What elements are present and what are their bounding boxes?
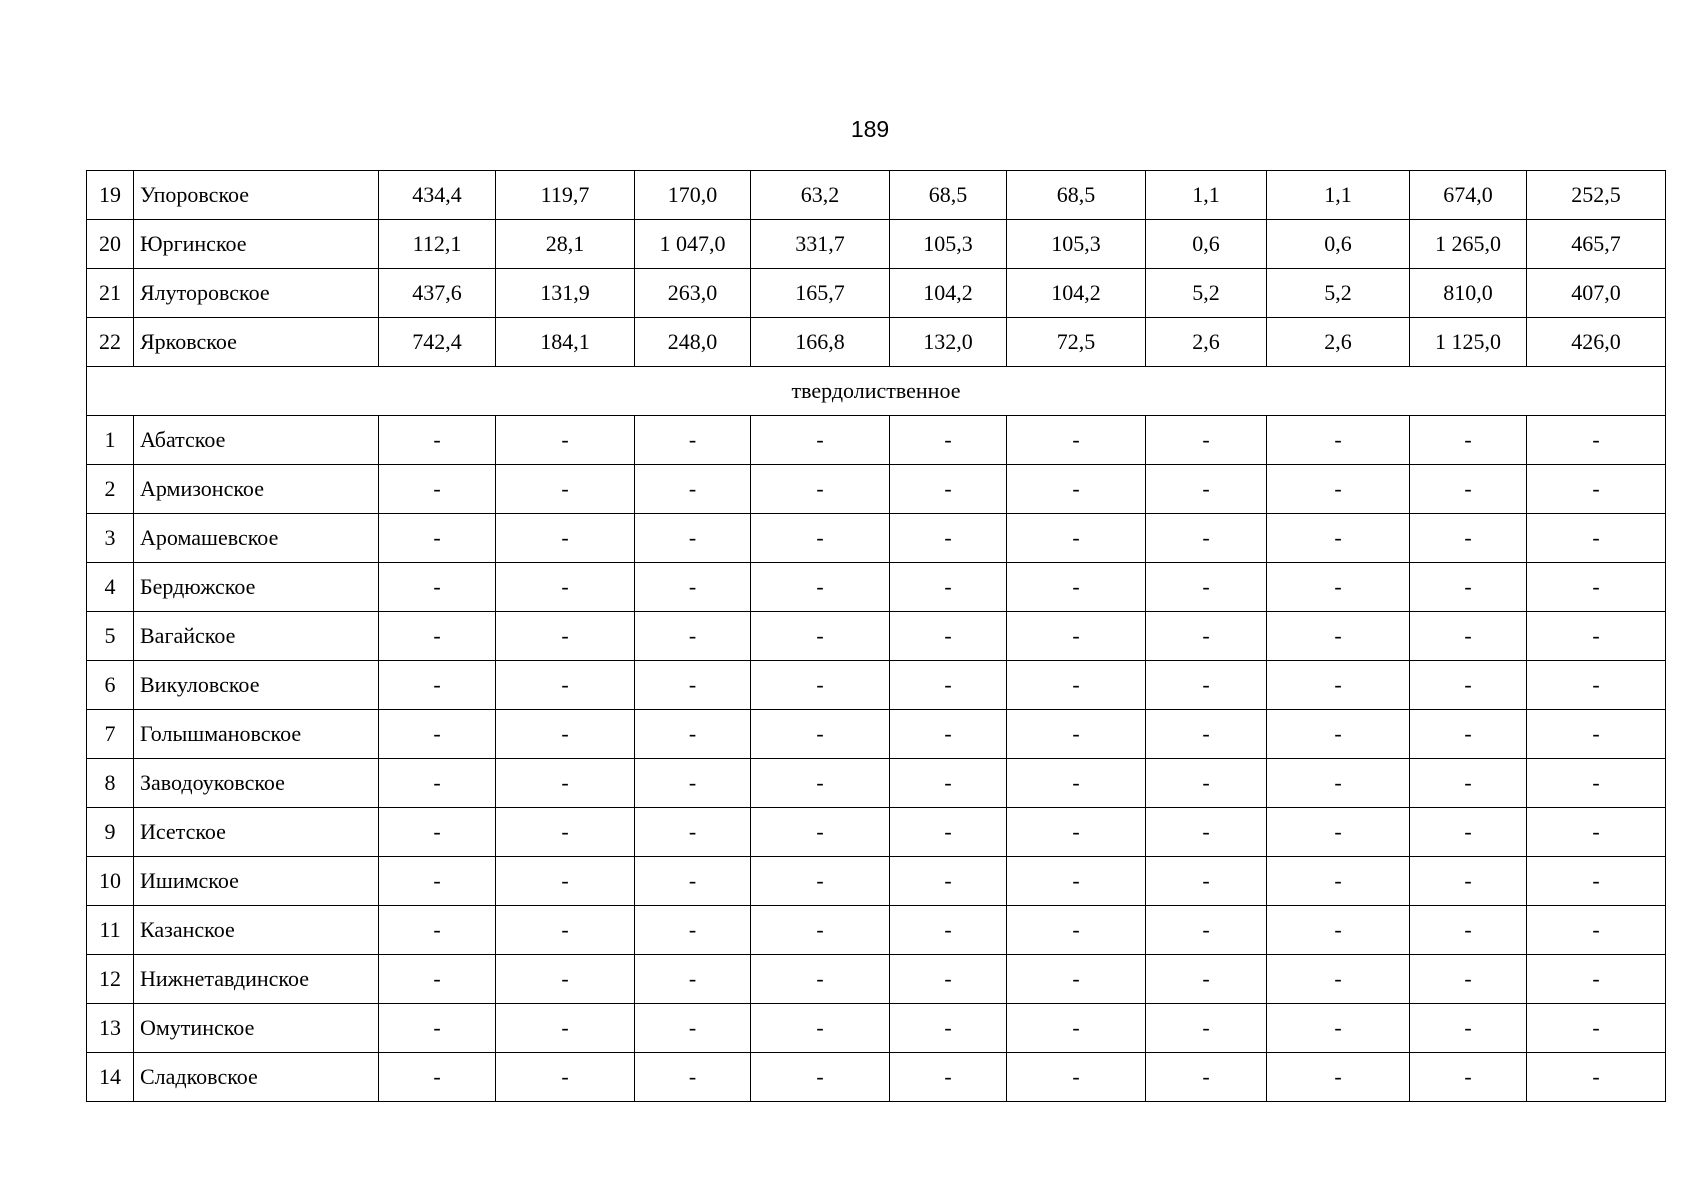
district-name: Армизонское bbox=[134, 465, 379, 514]
table-cell: - bbox=[751, 563, 890, 612]
table-cell: 166,8 bbox=[751, 318, 890, 367]
table-cell: 131,9 bbox=[496, 269, 635, 318]
table-row bbox=[87, 220, 1666, 269]
section-row bbox=[87, 367, 1666, 416]
table-cell: 184,1 bbox=[496, 318, 635, 367]
table-cell: - bbox=[379, 955, 496, 1004]
table-row bbox=[87, 906, 1666, 955]
table-cell: 2,6 bbox=[1146, 318, 1267, 367]
table-cell: - bbox=[1527, 857, 1666, 906]
table-cell: - bbox=[751, 1053, 890, 1102]
table-cell: - bbox=[1007, 514, 1146, 563]
table-row bbox=[87, 1004, 1666, 1053]
table-cell: - bbox=[1146, 955, 1267, 1004]
table-cell: - bbox=[751, 416, 890, 465]
table-cell: - bbox=[1267, 612, 1410, 661]
table-cell: - bbox=[1527, 563, 1666, 612]
table-cell: 252,5 bbox=[1527, 171, 1666, 220]
table-cell: 465,7 bbox=[1527, 220, 1666, 269]
table-cell: - bbox=[751, 955, 890, 1004]
table-cell: - bbox=[1146, 661, 1267, 710]
table-row bbox=[87, 1053, 1666, 1102]
row-number: 10 bbox=[87, 857, 134, 906]
table-cell: - bbox=[1007, 906, 1146, 955]
table-cell: 331,7 bbox=[751, 220, 890, 269]
table-cell: - bbox=[751, 612, 890, 661]
table-cell: - bbox=[379, 710, 496, 759]
table-cell: - bbox=[1527, 612, 1666, 661]
row-number: 13 bbox=[87, 1004, 134, 1053]
table-cell: - bbox=[1410, 906, 1527, 955]
table-cell: - bbox=[1410, 710, 1527, 759]
table-cell: 1,1 bbox=[1146, 171, 1267, 220]
table-cell: - bbox=[890, 465, 1007, 514]
table-cell: 112,1 bbox=[379, 220, 496, 269]
table-cell: - bbox=[1267, 759, 1410, 808]
table-cell: 1 125,0 bbox=[1410, 318, 1527, 367]
table-cell: 674,0 bbox=[1410, 171, 1527, 220]
table-cell: - bbox=[379, 808, 496, 857]
table-cell: 426,0 bbox=[1527, 318, 1666, 367]
table-cell: - bbox=[890, 857, 1007, 906]
row-number: 3 bbox=[87, 514, 134, 563]
table-cell: - bbox=[751, 465, 890, 514]
table-cell: - bbox=[379, 1004, 496, 1053]
table-cell: - bbox=[1410, 416, 1527, 465]
table-cell: - bbox=[1007, 955, 1146, 1004]
table-cell: 248,0 bbox=[635, 318, 751, 367]
table-cell: - bbox=[496, 563, 635, 612]
table-cell: - bbox=[1410, 563, 1527, 612]
district-name: Казанское bbox=[134, 906, 379, 955]
table-cell: 63,2 bbox=[751, 171, 890, 220]
table-cell: 5,2 bbox=[1267, 269, 1410, 318]
table-cell: - bbox=[890, 1053, 1007, 1102]
table-cell: 1 047,0 bbox=[635, 220, 751, 269]
table-cell: - bbox=[890, 514, 1007, 563]
table-cell: - bbox=[379, 857, 496, 906]
table-cell: - bbox=[496, 955, 635, 1004]
table-cell: - bbox=[496, 612, 635, 661]
table-cell: - bbox=[496, 906, 635, 955]
table-cell: - bbox=[635, 906, 751, 955]
district-name: Бердюжское bbox=[134, 563, 379, 612]
table-cell: - bbox=[1527, 1004, 1666, 1053]
table-cell: - bbox=[1146, 759, 1267, 808]
table-cell: - bbox=[635, 857, 751, 906]
table-row bbox=[87, 269, 1666, 318]
table-cell: - bbox=[496, 1004, 635, 1053]
table-cell: - bbox=[1267, 563, 1410, 612]
table-cell: - bbox=[1007, 416, 1146, 465]
row-number: 22 bbox=[87, 318, 134, 367]
table-row bbox=[87, 514, 1666, 563]
table-cell: - bbox=[1146, 465, 1267, 514]
table-cell: - bbox=[1410, 1053, 1527, 1102]
table-row bbox=[87, 416, 1666, 465]
table-cell: - bbox=[1267, 808, 1410, 857]
table-cell: 68,5 bbox=[890, 171, 1007, 220]
table-cell: - bbox=[635, 563, 751, 612]
table-cell: - bbox=[1410, 465, 1527, 514]
table-cell: - bbox=[496, 710, 635, 759]
table-cell: 68,5 bbox=[1007, 171, 1146, 220]
table-cell: - bbox=[635, 661, 751, 710]
table-cell: 28,1 bbox=[496, 220, 635, 269]
table-cell: - bbox=[751, 661, 890, 710]
table-cell: - bbox=[496, 1053, 635, 1102]
row-number: 12 bbox=[87, 955, 134, 1004]
table-cell: - bbox=[379, 906, 496, 955]
table-cell: - bbox=[496, 514, 635, 563]
table-row bbox=[87, 857, 1666, 906]
table-cell: - bbox=[1007, 808, 1146, 857]
table-cell: - bbox=[1146, 808, 1267, 857]
table-cell: - bbox=[1146, 416, 1267, 465]
table-cell: - bbox=[1146, 710, 1267, 759]
table-cell: - bbox=[635, 759, 751, 808]
table-row bbox=[87, 955, 1666, 1004]
district-name: Голышмановское bbox=[134, 710, 379, 759]
table-cell: - bbox=[751, 906, 890, 955]
table-cell: - bbox=[1410, 759, 1527, 808]
table-cell: - bbox=[1527, 710, 1666, 759]
table-cell: 0,6 bbox=[1146, 220, 1267, 269]
table-cell: - bbox=[496, 808, 635, 857]
table-cell: - bbox=[1527, 808, 1666, 857]
table-cell: - bbox=[635, 416, 751, 465]
table-cell: - bbox=[890, 661, 1007, 710]
table-cell: 104,2 bbox=[890, 269, 1007, 318]
forestry-table bbox=[86, 170, 1666, 1102]
table-cell: 132,0 bbox=[890, 318, 1007, 367]
table-cell: - bbox=[635, 710, 751, 759]
table-cell: - bbox=[1527, 514, 1666, 563]
table-cell: - bbox=[1007, 759, 1146, 808]
table-cell: 165,7 bbox=[751, 269, 890, 318]
table-cell: - bbox=[1410, 612, 1527, 661]
table-cell: - bbox=[1007, 710, 1146, 759]
table-row bbox=[87, 808, 1666, 857]
row-number: 2 bbox=[87, 465, 134, 514]
district-name: Абатское bbox=[134, 416, 379, 465]
row-number: 5 bbox=[87, 612, 134, 661]
table-row bbox=[87, 318, 1666, 367]
district-name: Упоровское bbox=[134, 171, 379, 220]
table-cell: - bbox=[1267, 416, 1410, 465]
table-cell: 0,6 bbox=[1267, 220, 1410, 269]
table-body bbox=[87, 171, 1666, 1102]
table-cell: - bbox=[496, 661, 635, 710]
table-row bbox=[87, 563, 1666, 612]
table-cell: - bbox=[890, 906, 1007, 955]
table-row bbox=[87, 465, 1666, 514]
table-cell: - bbox=[1007, 1004, 1146, 1053]
table-cell: - bbox=[1527, 1053, 1666, 1102]
table-cell: - bbox=[379, 759, 496, 808]
table-cell: - bbox=[890, 955, 1007, 1004]
table-cell: - bbox=[1146, 857, 1267, 906]
table-cell: - bbox=[1267, 661, 1410, 710]
row-number: 9 bbox=[87, 808, 134, 857]
district-name: Вагайское bbox=[134, 612, 379, 661]
table-cell: 1 265,0 bbox=[1410, 220, 1527, 269]
table-cell: - bbox=[1267, 514, 1410, 563]
table-cell: - bbox=[379, 563, 496, 612]
table-cell: - bbox=[1527, 465, 1666, 514]
district-name: Юргинское bbox=[134, 220, 379, 269]
table-cell: - bbox=[1007, 563, 1146, 612]
table-cell: - bbox=[1007, 612, 1146, 661]
table-cell: - bbox=[1527, 661, 1666, 710]
table-row bbox=[87, 661, 1666, 710]
district-name: Ишимское bbox=[134, 857, 379, 906]
table-cell: - bbox=[635, 808, 751, 857]
table-cell: - bbox=[496, 759, 635, 808]
table-row bbox=[87, 710, 1666, 759]
table-cell: - bbox=[635, 1004, 751, 1053]
table-cell: - bbox=[379, 612, 496, 661]
table-cell: - bbox=[1146, 1053, 1267, 1102]
table-cell: - bbox=[751, 514, 890, 563]
row-number: 20 bbox=[87, 220, 134, 269]
table-cell: - bbox=[1527, 759, 1666, 808]
table-row bbox=[87, 171, 1666, 220]
table-cell: - bbox=[379, 514, 496, 563]
table-row bbox=[87, 759, 1666, 808]
table-cell: 119,7 bbox=[496, 171, 635, 220]
row-number: 6 bbox=[87, 661, 134, 710]
table-cell: - bbox=[1146, 1004, 1267, 1053]
table-cell: - bbox=[379, 465, 496, 514]
district-name: Исетское bbox=[134, 808, 379, 857]
row-number: 8 bbox=[87, 759, 134, 808]
table-cell: - bbox=[379, 1053, 496, 1102]
table-cell: 437,6 bbox=[379, 269, 496, 318]
table-cell: 742,4 bbox=[379, 318, 496, 367]
district-name: Нижнетавдинское bbox=[134, 955, 379, 1004]
row-number: 11 bbox=[87, 906, 134, 955]
table-cell: - bbox=[890, 1004, 1007, 1053]
table-cell: - bbox=[751, 1004, 890, 1053]
table-cell: - bbox=[1410, 857, 1527, 906]
district-name: Аромашевское bbox=[134, 514, 379, 563]
row-number: 4 bbox=[87, 563, 134, 612]
table-cell: - bbox=[751, 710, 890, 759]
table-cell: - bbox=[1527, 955, 1666, 1004]
table-cell: - bbox=[635, 465, 751, 514]
table-cell: - bbox=[1267, 906, 1410, 955]
table-cell: - bbox=[1527, 906, 1666, 955]
table-cell: - bbox=[1267, 1053, 1410, 1102]
district-name: Заводоуковское bbox=[134, 759, 379, 808]
district-name: Сладковское bbox=[134, 1053, 379, 1102]
table-cell: - bbox=[1007, 661, 1146, 710]
table-cell: - bbox=[890, 710, 1007, 759]
table-cell: - bbox=[1007, 465, 1146, 514]
table-cell: - bbox=[1146, 514, 1267, 563]
table-cell: - bbox=[751, 857, 890, 906]
table-cell: 105,3 bbox=[1007, 220, 1146, 269]
table-cell: - bbox=[751, 759, 890, 808]
row-number: 7 bbox=[87, 710, 134, 759]
table-cell: 170,0 bbox=[635, 171, 751, 220]
table-cell: - bbox=[1146, 906, 1267, 955]
table-cell: 5,2 bbox=[1146, 269, 1267, 318]
district-name: Ярковское bbox=[134, 318, 379, 367]
table-cell: - bbox=[635, 514, 751, 563]
table-cell: - bbox=[496, 416, 635, 465]
table-cell: - bbox=[1267, 465, 1410, 514]
table-cell: 104,2 bbox=[1007, 269, 1146, 318]
table-cell: - bbox=[890, 759, 1007, 808]
table-cell: - bbox=[1527, 416, 1666, 465]
table-cell: - bbox=[635, 1053, 751, 1102]
table-cell: - bbox=[1267, 710, 1410, 759]
section-label: твердолиственное bbox=[87, 367, 1666, 416]
table-cell: - bbox=[1146, 612, 1267, 661]
table-cell: 72,5 bbox=[1007, 318, 1146, 367]
district-name: Омутинское bbox=[134, 1004, 379, 1053]
table-cell: - bbox=[1267, 955, 1410, 1004]
table-cell: - bbox=[1410, 955, 1527, 1004]
table-cell: - bbox=[1410, 661, 1527, 710]
table-cell: - bbox=[1410, 808, 1527, 857]
table-row bbox=[87, 612, 1666, 661]
row-number: 14 bbox=[87, 1053, 134, 1102]
table-cell: - bbox=[890, 416, 1007, 465]
table-cell: - bbox=[890, 563, 1007, 612]
district-name: Ялуторовское bbox=[134, 269, 379, 318]
table-cell: - bbox=[751, 808, 890, 857]
table-cell: - bbox=[496, 857, 635, 906]
table-cell: 407,0 bbox=[1527, 269, 1666, 318]
table-cell: - bbox=[379, 661, 496, 710]
table-cell: 1,1 bbox=[1267, 171, 1410, 220]
row-number: 19 bbox=[87, 171, 134, 220]
page-number: 189 bbox=[850, 116, 890, 142]
table-cell: - bbox=[1007, 1053, 1146, 1102]
table-cell: - bbox=[1410, 1004, 1527, 1053]
table-cell: 434,4 bbox=[379, 171, 496, 220]
table-cell: 810,0 bbox=[1410, 269, 1527, 318]
table-cell: - bbox=[379, 416, 496, 465]
table-cell: 263,0 bbox=[635, 269, 751, 318]
table-cell: - bbox=[1267, 857, 1410, 906]
table-cell: - bbox=[1146, 563, 1267, 612]
table-cell: 2,6 bbox=[1267, 318, 1410, 367]
table-cell: - bbox=[496, 465, 635, 514]
table-cell: - bbox=[890, 612, 1007, 661]
row-number: 21 bbox=[87, 269, 134, 318]
table-cell: - bbox=[635, 612, 751, 661]
table-cell: - bbox=[635, 955, 751, 1004]
district-name: Викуловское bbox=[134, 661, 379, 710]
row-number: 1 bbox=[87, 416, 134, 465]
table-cell: - bbox=[1007, 857, 1146, 906]
table-cell: - bbox=[1410, 514, 1527, 563]
table-cell: 105,3 bbox=[890, 220, 1007, 269]
table-cell: - bbox=[890, 808, 1007, 857]
table-cell: - bbox=[1267, 1004, 1410, 1053]
